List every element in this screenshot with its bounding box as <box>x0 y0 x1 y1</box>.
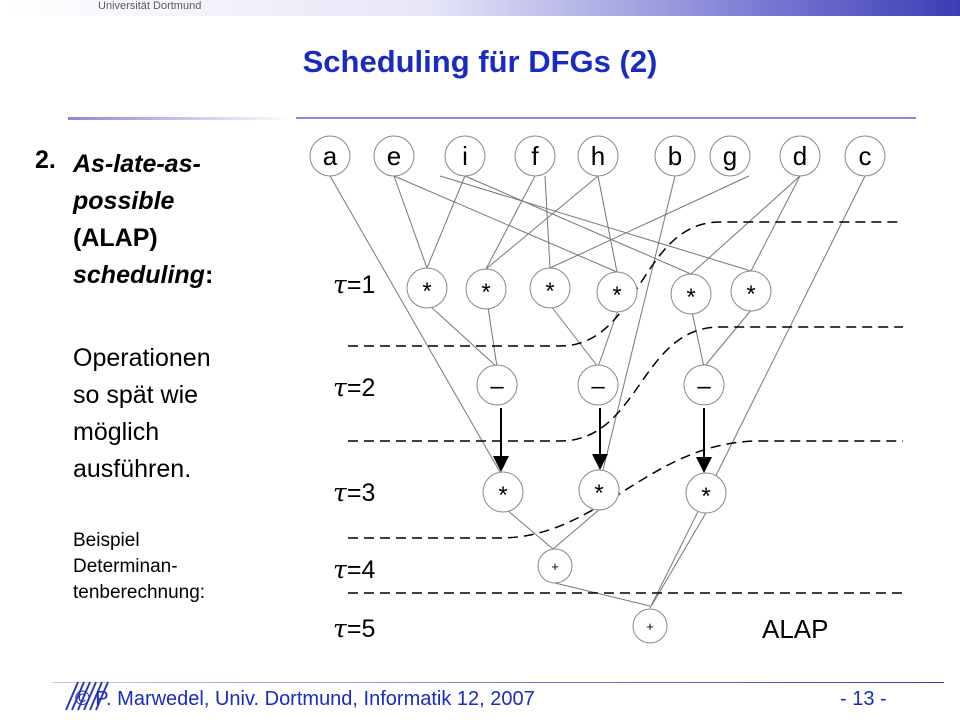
university-name: Universität Dortmund <box>98 0 202 12</box>
page-number: - 13 - <box>840 688 887 710</box>
sub-node <box>578 365 618 405</box>
heading-line-3: (ALAP) <box>73 224 158 252</box>
heading-colon: : <box>204 261 214 289</box>
mul-node <box>483 472 523 512</box>
mul-node <box>686 473 726 513</box>
svg-text:*: * <box>612 282 622 309</box>
svg-text:*: * <box>545 278 555 305</box>
input-node-a <box>310 136 350 176</box>
step-label-4: τ=4 <box>333 555 376 584</box>
add-node-level5 <box>633 609 667 643</box>
svg-text:a: a <box>322 141 338 171</box>
heading-line-4: scheduling <box>73 261 205 289</box>
svg-text:g: g <box>722 141 738 171</box>
input-node-g <box>710 136 750 176</box>
add-node-level4 <box>538 549 572 583</box>
heading-line-2: possible <box>73 187 175 215</box>
svg-text:+: + <box>646 619 654 634</box>
svg-text:i: i <box>462 141 468 171</box>
svg-text:*: * <box>498 482 508 509</box>
svg-text:f: f <box>531 141 539 171</box>
input-node-i <box>445 136 485 176</box>
level3-mul-nodes <box>483 470 726 513</box>
description-line-2: so spät wie <box>73 381 199 409</box>
svg-text:d: d <box>792 141 808 171</box>
svg-text:h: h <box>590 141 606 171</box>
input-node-e <box>374 136 414 176</box>
step-label-2: τ=2 <box>333 373 376 402</box>
footer-divider <box>52 682 944 683</box>
mul-node <box>407 268 447 308</box>
level2-sub-nodes <box>477 365 724 405</box>
svg-text:*: * <box>701 483 711 510</box>
svg-text:+: + <box>551 559 559 574</box>
svg-text:e: e <box>386 141 402 171</box>
svg-text:–: – <box>490 373 504 400</box>
step-labels <box>333 270 375 643</box>
step-label-1: τ=1 <box>333 270 376 299</box>
input-node-c <box>845 136 885 176</box>
description-line-4: ausführen. <box>73 455 192 483</box>
example-line-1: Beispiel <box>73 530 140 551</box>
mul-node <box>579 470 619 510</box>
sub-node <box>684 365 724 405</box>
svg-text:*: * <box>686 284 696 311</box>
input-nodes <box>310 136 885 176</box>
dependency-arrows <box>501 408 704 469</box>
input-node-h <box>578 136 618 176</box>
input-node-f <box>515 136 555 176</box>
input-node-d <box>780 136 820 176</box>
svg-text:*: * <box>481 279 491 306</box>
mul-node <box>466 269 506 309</box>
svg-text:c: c <box>858 141 872 171</box>
description-line-1: Operationen <box>73 344 211 372</box>
level1-mul-nodes <box>407 268 771 314</box>
svg-text:–: – <box>591 373 605 400</box>
item-number: 2. <box>35 146 56 174</box>
alap-label: ALAP <box>762 614 829 644</box>
footer-author: © P. Marwedel, Univ. Dortmund, Informatik 12, 2007 <box>75 688 535 710</box>
add-nodes <box>538 549 667 643</box>
mul-node <box>530 268 570 308</box>
sub-node <box>477 365 517 405</box>
svg-text:*: * <box>594 480 604 507</box>
svg-text:*: * <box>746 281 756 308</box>
example-line-2: Determinan- <box>73 556 178 577</box>
mul-node <box>731 271 771 311</box>
slide-title: Scheduling für DFGs (2) <box>302 44 658 79</box>
svg-text:*: * <box>422 278 432 305</box>
step-label-3: τ=3 <box>333 478 376 507</box>
input-node-b <box>655 136 695 176</box>
step-label-5: τ=5 <box>333 614 376 643</box>
mul-node <box>597 272 637 312</box>
example-line-3: tenberechnung: <box>73 582 206 603</box>
description-line-3: möglich <box>73 418 160 446</box>
mul-node <box>671 274 711 314</box>
svg-text:–: – <box>697 373 711 400</box>
svg-text:b: b <box>667 141 683 171</box>
heading-line-1: As-late-as- <box>73 150 201 178</box>
